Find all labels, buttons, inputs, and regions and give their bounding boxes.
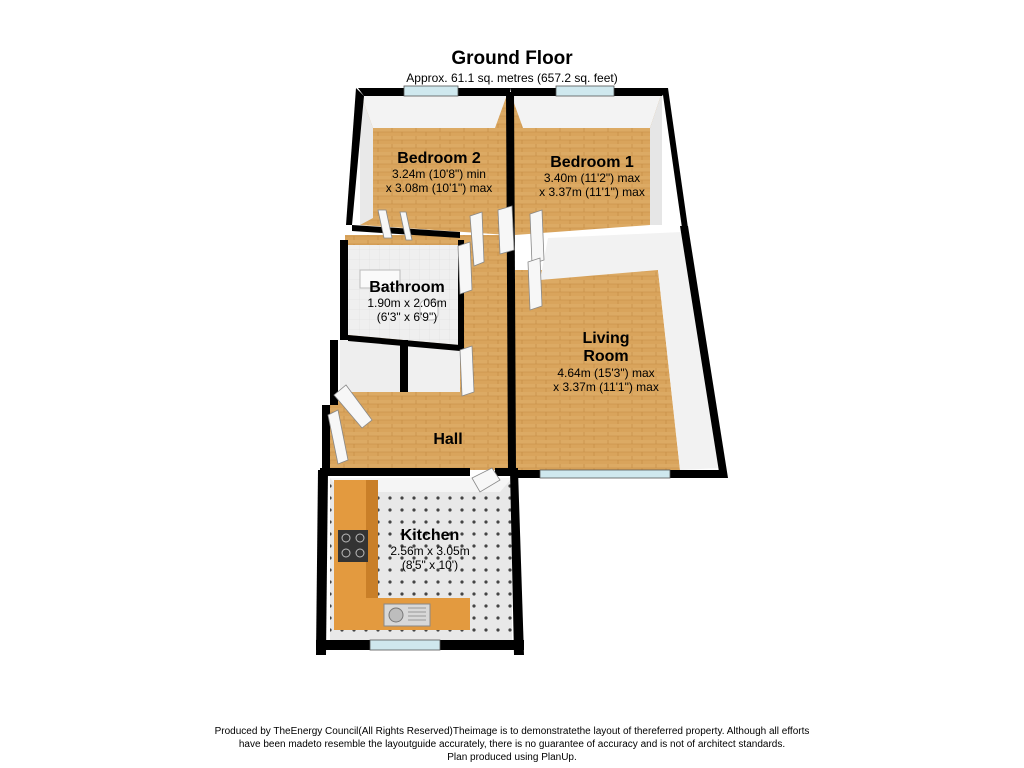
kitchen-dim-1: 2.56m x 3.05m	[390, 544, 470, 559]
disclaimer-line-1: Produced by TheEnergy Council(All Rights Reserved)Theimage is to demonstratethe layout of thereferred property. Although all efforts	[214, 726, 810, 737]
plan-title: Ground Floor	[451, 48, 573, 69]
bedroom-1-dim-1: 3.40m (11'2") max	[543, 171, 641, 186]
label-living-room	[528, 330, 684, 394]
disclaimer-line-3: Plan produced using PlanUp.	[447, 752, 577, 763]
bathroom-dim-2: (6'3" x 6'9")	[376, 310, 438, 325]
living-room-dim-2: x 3.37m (11'1") max	[553, 379, 659, 394]
sink-icon	[384, 604, 430, 626]
plan-area: Approx. 61.1 sq. metres (657.2 sq. feet)	[406, 71, 618, 85]
living-room-dim-1: 4.64m (15'3") max	[557, 365, 655, 380]
window-bedroom-2	[404, 86, 458, 96]
living-room-name-2: Room	[583, 348, 629, 366]
bedroom-1-dim-2: x 3.37m (11'1") max	[539, 185, 645, 200]
bedroom-1-name: Bedroom 1	[550, 154, 634, 171]
label-hall: Hall	[433, 431, 463, 448]
label-bedroom-1	[518, 154, 666, 200]
disclaimer-line-2: have been madeto resemble the layoutguide accurately, there is no guarantee of accuracy and is not of architect standards.	[238, 739, 786, 750]
living-room-name-1: Living	[582, 330, 630, 347]
window-living-room	[540, 470, 670, 478]
label-kitchen	[360, 527, 500, 573]
label-bedroom-2	[364, 150, 514, 196]
bathroom-dim-1: 1.90m x 2.06m	[367, 296, 447, 311]
window-kitchen	[370, 640, 440, 650]
disclaimer	[0, 725, 1024, 764]
bathroom-name: Bathroom	[369, 279, 445, 296]
kitchen-name: Kitchen	[400, 527, 460, 544]
window-bedroom-1	[556, 86, 614, 96]
bedroom-2-dim-2: x 3.08m (10'1") max	[385, 181, 493, 196]
label-bathroom	[352, 279, 462, 325]
bedroom-2-name: Bedroom 2	[397, 150, 481, 167]
kitchen-dim-2: (8'5" x 10')	[401, 558, 459, 573]
bedroom-2-dim-1: 3.24m (10'8") min	[392, 167, 486, 182]
